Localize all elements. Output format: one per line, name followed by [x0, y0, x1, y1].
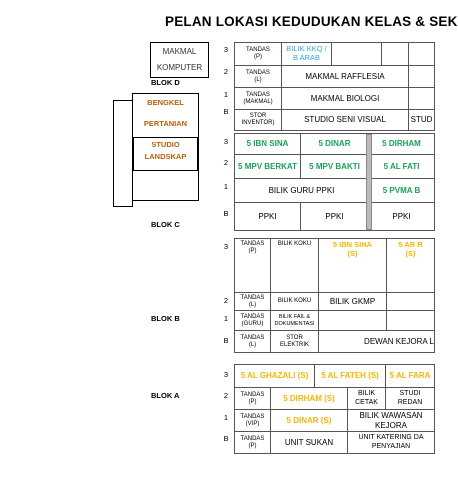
makmal-komputer-label-1: MAKMAL	[162, 47, 197, 56]
makmal-komputer-label-2: KOMPUTER	[156, 63, 203, 72]
blok-b-tandas-l: TANDAS (L)	[235, 293, 271, 311]
bilik-wawasan-kejora: BILIK WAWASAN KEJORA	[348, 410, 435, 432]
blok-d-tandas-makmal: TANDAS (MAKMAL)	[235, 88, 282, 110]
bilik-koku-3: BILIK KOKU	[271, 239, 319, 293]
class-5-dinar: 5 DINAR	[301, 134, 369, 155]
blok-d-label: BLOK D	[151, 78, 180, 87]
blok-b-floor-3: 3	[223, 242, 229, 251]
blok-a-tandas-p-base: TANDAS (P)	[235, 432, 271, 454]
block-divider-bar	[366, 134, 372, 230]
blok-d-floor-2: 2	[223, 67, 229, 76]
class-5-ibn-sina-s: 5 IBN SINA (S)	[319, 239, 387, 293]
unit-katering-room: UNIT KATERING DA PENYAJIAN	[348, 432, 435, 454]
blok-b-floor-1: 1	[223, 314, 229, 323]
blok-a-label: BLOK A	[151, 391, 180, 400]
class-5-al-ghazali-s: 5 AL GHAZALI (S)	[235, 365, 315, 388]
class-5-dinar-s: 5 DINAR (S)	[271, 410, 348, 432]
blok-b-tandas-p: TANDAS (P)	[235, 239, 271, 293]
blok-c-floor-3: 3	[223, 137, 229, 146]
blok-d-empty-2a	[409, 66, 435, 88]
blok-d-stor-inventor: STOR INVENTOR)	[235, 110, 282, 131]
studio-redan: STUDI REDAN	[386, 388, 435, 410]
blok-b-tandas-guru: TANDAS (GURU)	[235, 311, 271, 331]
blok-c-label: BLOK C	[151, 220, 180, 229]
side-strip	[113, 100, 133, 207]
pertanian-label: PERTANIAN	[143, 119, 188, 128]
blok-a-grid	[234, 364, 435, 454]
class-5-ibn-sina: 5 IBN SINA	[235, 134, 301, 155]
blok-b-label: BLOK B	[151, 314, 180, 323]
class-5-al-fateh-s: 5 AL FATEH (S)	[315, 365, 386, 388]
landskap-label: LANDSKAP	[144, 152, 187, 161]
bilik-cetak: BILIK CETAK	[348, 388, 386, 410]
blok-d-empty-3b	[382, 43, 409, 66]
studio-seni-visual-room: STUDIO SENI VISUAL	[282, 110, 409, 131]
blok-a-floor-b: B	[223, 434, 229, 443]
blok-d-empty-3c	[409, 43, 435, 66]
bilik-gkmp-room: BILIK GKMP	[319, 293, 387, 311]
blok-c-floor-2: 2	[223, 158, 229, 167]
blok-b-empty-2	[387, 293, 435, 311]
class-5-ar-r-s: 5 AR R (S)	[387, 239, 435, 293]
blok-c-floor-1: 1	[223, 182, 229, 191]
ppki-room-1: PPKI	[235, 203, 301, 231]
blok-b-empty-1b	[387, 311, 435, 331]
bilik-koku-2: BILIK KOKU	[271, 293, 319, 311]
class-5-dirham-s: 5 DIRHAM (S)	[271, 388, 348, 410]
dewan-kejora-room: DEWAN KEJORA L	[319, 331, 435, 353]
blok-a-floor-1: 1	[223, 413, 229, 422]
blok-a-floor-3: 3	[223, 370, 229, 379]
unit-sukan-room: UNIT SUKAN	[271, 432, 348, 454]
blok-b-floor-2: 2	[223, 296, 229, 305]
class-5-al-fara: 5 AL FARA	[386, 365, 435, 388]
blok-b-grid	[234, 238, 435, 353]
blok-d-empty-3a	[332, 43, 382, 66]
class-5-pvma-b: 5 PVMA B	[369, 179, 435, 203]
blok-a-floor-2: 2	[223, 391, 229, 400]
class-5-dirham: 5 DIRHAM	[369, 134, 435, 155]
blok-a-tandas-vip: TANDAS (VIP)	[235, 410, 271, 432]
blok-a-tandas-p: TANDAS (P)	[235, 388, 271, 410]
blok-d-tandas-p: TANDAS (P)	[235, 43, 282, 66]
studio-label: STUDIO	[151, 140, 180, 149]
blok-b-floor-b: B	[223, 336, 229, 345]
blok-c-floor-b: B	[223, 209, 229, 218]
stor-elektrik: STOR ELEKTRIK	[271, 331, 319, 353]
blok-d-grid	[234, 42, 435, 131]
blok-d-floor-3: 3	[223, 45, 229, 54]
makmal-rafflesia-room: MAKMAL RAFFLESIA	[282, 66, 409, 88]
ppki-room-2: PPKI	[301, 203, 369, 231]
class-5-al-fati: 5 AL FATI	[369, 155, 435, 179]
blok-d-floor-1: 1	[223, 90, 229, 99]
blok-b-tandas-l-base: TANDAS (L)	[235, 331, 271, 353]
page-title: PELAN LOKASI KEDUDUKAN KELAS & SEK	[165, 14, 458, 29]
ppki-room-3: PPKI	[369, 203, 435, 231]
bilik-kkq-room: BILIK KKQ / B ARAB	[282, 43, 332, 66]
makmal-biologi-room: MAKMAL BIOLOGI	[282, 88, 409, 110]
class-5-mpv-berkat: 5 MPV BERKAT	[235, 155, 301, 179]
blok-c-grid	[234, 133, 435, 231]
class-5-mpv-bakti: 5 MPV BAKTI	[301, 155, 369, 179]
blok-d-empty-1a	[409, 88, 435, 110]
blok-b-empty-1a	[319, 311, 387, 331]
bilik-fail-dokumentasi: BILIK FAIL & DOKUMENTASI	[271, 311, 319, 331]
blok-d-tandas-l: TANDAS (L)	[235, 66, 282, 88]
studio-partial-room: STUD	[409, 110, 435, 131]
bengkel-label: BENGKEL	[147, 98, 184, 107]
bilik-guru-ppki-room: BILIK GURU PPKI	[235, 179, 369, 203]
blok-d-floor-b: B	[223, 107, 229, 116]
